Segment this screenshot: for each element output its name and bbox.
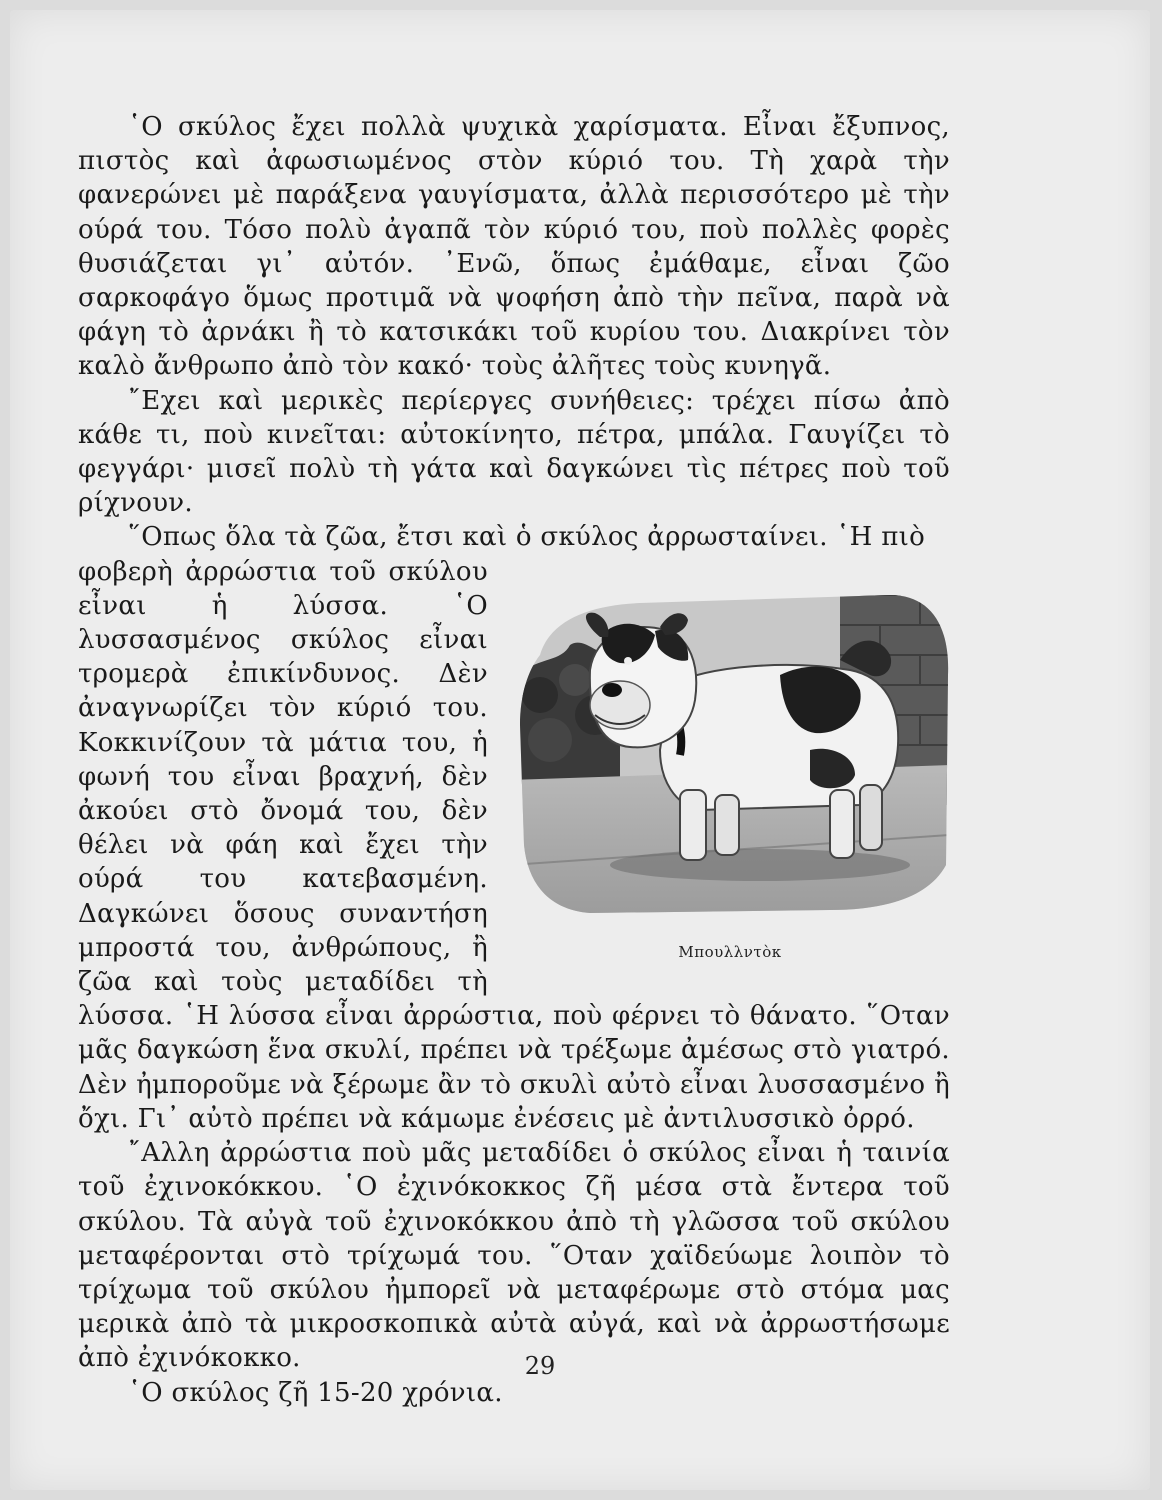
paragraph-dog-character: ῾Ο σκύλος ἔχει πολλὰ ψυχικὰ χαρίσματα. Εἶναι ἔξυπνος, πιστὸς καὶ ἀφωσιωμένος στὸν κύριό του. Τὴ χαρὰ τὴν φανερώνει μὲ παράξενα γαυγίσματα, ἀλλὰ περισσότερο μὲ τὴν ούρά του. Τόσο πολὺ ἀγαπᾶ τὸν κύριό του, ποὺ πολλὲς φορὲς θυσιάζεται γι᾿ αὐτόν. ᾿Ενῶ, ὅπως ἐμάθαμε, εἶναι ζῶο σαρκοφάγο ὅμως προτιμᾶ νὰ ψοφήση ἀπὸ τὴν πεῖνα, παρὰ νὰ φάγη τὸ ἀρνάκι ἢ τὸ κατσικάκι τοῦ κυρίου του. Διακρίνει τὸν καλὸ ἄνθρωπο ἀπὸ τὸν κακό· τοὺς ἀλῆτες τοὺς κυνηγᾶ. [78,112,950,382]
page-number: 29 [524,1352,556,1380]
figure-caption: Μπουλλντὸκ [678,942,782,961]
bulldog-photo [510,565,950,925]
paragraph-lifespan: ῾Ο σκύλος ζῆ 15-20 χρόνια. [128,1377,503,1408]
paragraph-rabies: φοβερὴ ἀρρώστια τοῦ σκύλου εἶναι ἡ λύσσα. ῾Ο λυσσασμένος σκύλος εἶναι τρομερὰ ἐπικίνδυνος. Δὲν ἀναγνωρίζει τὸν κύριό του. Κοκκινίζουν τὰ μάτια του, ἡ φωνή του εἶναι βραχνή, δὲν ἀκούει στὸ ὄνομά του, δὲν θέλει νὰ φάη καὶ ἔχει τὴν ούρά του κατεβασμένη. Δαγκώνει ὅσους συναντήση μπροστά του, ἀνθρώπους, ἢ ζῶα καὶ τοὺς μεταδίδει τὴ λύσσα. ῾Η λύσσα εἶναι ἀρρώστια, ποὺ φέρνει τὸ θάνατο. ῞Οταν μᾶς δαγκώση ἕνα σκυλί, πρέπει νὰ τρέξωμε ἀμέσως στὸ γιατρό. Δὲν ἠμποροῦμε νὰ ξέρωμε ἂν τὸ σκυλὶ αὐτὸ εἶναι λυσσασμένο ἢ ὄχι. Γι᾿ αὐτὸ πρέπει νὰ κάμωμε ἐνέσεις μὲ ἀντιλυσσικὸ ὀρρό. [78,556,950,1134]
photo-scene [510,565,950,925]
paragraph-rabies-intro: ῞Οπως ὅλα τὰ ζῶα, ἔτσι καὶ ὁ σκύλος ἀρρωσταίνει. ῾Η πιὸ [128,522,926,553]
paragraph-echinococcus: ῎Αλλη ἀρρώστια ποὺ μᾶς μεταδίδει ὁ σκύλος εἶναι ἡ ταινία τοῦ ἐχινοκόκκου. ῾Ο ἐχινόκοκκος ζῆ μέσα στὰ ἔντερα τοῦ σκύλου. Τὰ αὐγὰ τοῦ ἐχινοκόκκου ἀπὸ τὴ γλῶσσα τοῦ σκύλου μεταφέρονται στὸ τρίχωμά του. ῞Οταν χαϊδεύωμε λοιπὸν τὸ τρίχωμα τοῦ σκύλου ἠμπορεῖ νὰ μεταφέρωμε στὸ στόμα μας μερικὰ ἀπὸ τὰ μικροσκοπικὰ αὐτὰ αὐγά, καὶ νὰ ἀρρωστήσωμε ἀπὸ ἐχινόκοκκο. [78,1138,950,1374]
bulldog-figure [510,565,950,967]
dog-shadow [610,849,910,881]
paragraph-dog-habits: ῎Εχει καὶ μερικὲς περίεργες συνήθειες: τρέχει πίσω ἀπὸ κάθε τι, ποὺ κινεῖται: αὐτοκίνητο, πέτρα, μπάλα. Γαυγίζει τὸ φεγγάρι· μισεῖ πολὺ τὴ γάτα καὶ δαγκώνει τὶς πέτρες ποὺ τοῦ ρίχνουν. [78,385,950,519]
body-text [78,110,950,1410]
